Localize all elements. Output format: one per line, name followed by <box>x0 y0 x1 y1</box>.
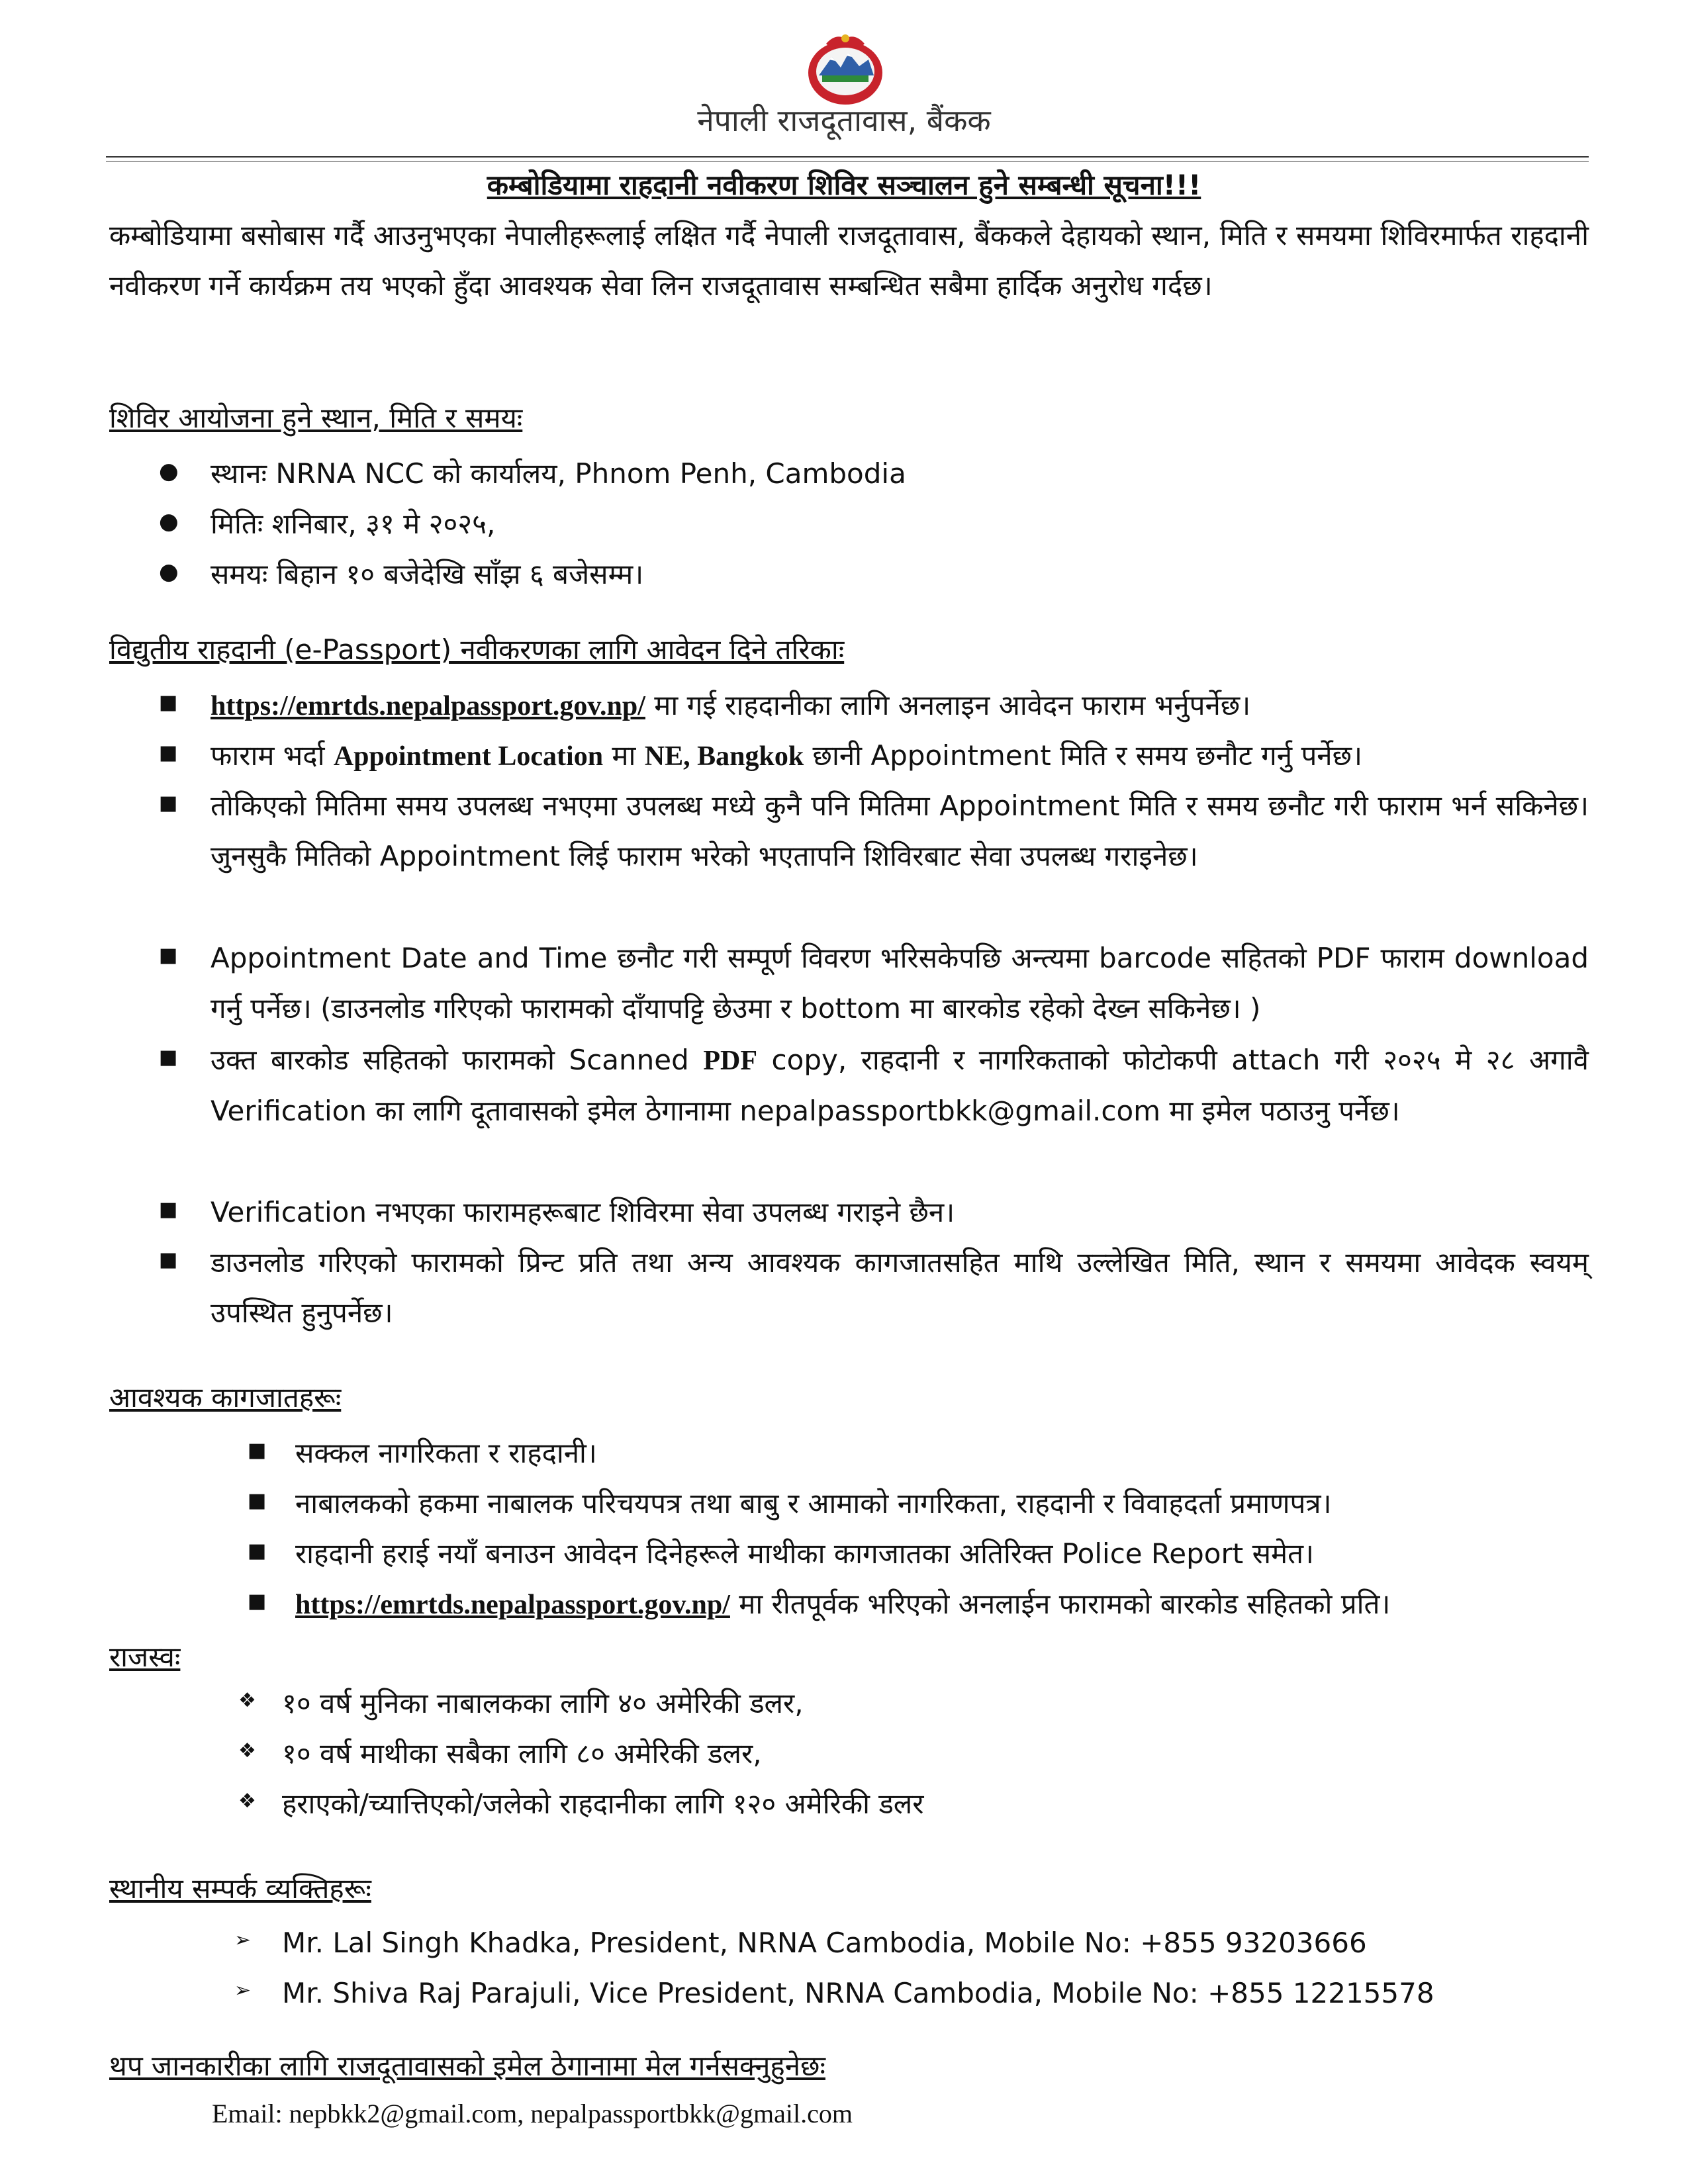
contact-item-2: Mr. Shiva Raj Parajuli, Vice President, NRNA Cambodia, Mobile No: +855 12215578 <box>282 1977 1434 2009</box>
camp-time: समयः बिहान १० बजेदेखि साँझ ६ बजेसम्म। <box>211 558 644 590</box>
apply-item-1: https://emrtds.nepalpassport.gov.np/ मा गई राहदानीका लागि अनलाइन आवेदन फाराम भर्नुपर्नेछ। <box>211 689 1251 721</box>
bullet-square-icon: ■ <box>248 1590 267 1613</box>
apply-item-7: डाउनलोड गरिएको फारामको प्रिन्ट प्रति तथा अन्य आवश्यक कागजातसहित माथि उल्लेखित मिति, स्थान र समयमा आवेदक स्वयम् उपस्थित हुनुपर्नेछ। <box>211 1246 1589 1329</box>
apply-item-3: तोकिएको मितिमा समय उपलब्ध नभएमा उपलब्ध मध्ये कुनै पनि मितिमा Appointment मिति र समय छनौट गरी फाराम भर्न सकिनेछ। जुनसुकै मितिको Appointment लिई फाराम भरेको भएतापनि शिविरबाट सेवा उपलब्ध गराइनेछ। <box>211 790 1589 872</box>
bullet-disc-icon: ● <box>159 458 179 484</box>
contacts-heading: स्थानीय सम्पर्क व्यक्तिहरूः <box>109 1872 371 1905</box>
apply-item-2: फाराम भर्दा Appointment Location मा NE, Bangkok छानी Appointment मिति र समय छनौट गर्नु पर्नेछ। <box>211 739 1362 772</box>
bullet-square-icon: ■ <box>159 792 178 815</box>
bullet-square-icon: ■ <box>159 1248 178 1271</box>
bullet-arrow-icon: ➢ <box>234 1929 252 1952</box>
more-info-heading: थप जानकारीका लागि राजदूतावासको इमेल ठेगानामा मेल गर्नसक्नुहुनेछः <box>109 2050 825 2082</box>
bullet-square-icon: ■ <box>159 741 178 764</box>
intro-paragraph: कम्बोडियामा बसोबास गर्दै आउनुभएका नेपालीहरूलाई लक्षित गर्दै नेपाली राजदूतावास, बैंककले देहायको स्थान, मिति र समयमा शिविरमार्फत राहदानी नवीकरण गर्ने कार्यक्रम तय भएको हुँदा आवश्यक सेवा लिन राजदूतावास सम्बन्धित सबैमा हार्दिक अनुरोध गर्दछ। <box>109 219 1589 302</box>
notice-title: कम्बोडियामा राहदानी नवीकरण शिविर सञ्चालन हुने सम्बन्धी सूचना!!! <box>487 169 1201 201</box>
bullet-square-icon: ■ <box>159 691 178 714</box>
contact-email-line[interactable]: Email: nepbkk2@gmail.com, nepalpassportbkk@gmail.com <box>212 2099 853 2128</box>
bullet-diamond-icon: ❖ <box>238 1739 256 1762</box>
apply-heading: विद्युतीय राहदानी (e-Passport) नवीकरणका लागि आवेदन दिने तरिकाः <box>109 633 845 666</box>
documents-heading: आवश्यक कागजातहरूः <box>109 1381 342 1414</box>
apply-item-4: Appointment Date and Time छनौट गरी सम्पूर्ण विवरण भरिसकेपछि अन्त्यमा barcode सहितको PDF फाराम download गर्नु पर्नेछ। (डाउनलोड गरिएको फारामको दाँयापट्टि छेउमा र bottom मा बारकोड रहेको देख्न सकिनेछ। ) <box>211 942 1589 1024</box>
camp-date: मितिः शनिबार, ३१ मे २०२५, <box>211 508 496 540</box>
apply-item-6: Verification नभएका फारामहरूबाट शिविरमा सेवा उपलब्ध गराइने छैन। <box>211 1196 955 1228</box>
bullet-disc-icon: ● <box>159 559 179 585</box>
apply-item-5: उक्त बारकोड सहितको फारामको Scanned PDF copy, राहदानी र नागरिकताको फोटोकपी attach गरी २०२५ मे २८ अगावै Verification का लागि दूतावासको इमेल ठेगानामा nepalpassportbkk@gmail.com मा इमेल पठाउनु पर्नेछ। <box>211 1044 1589 1127</box>
camp-location: स्थानः NRNA NCC को कार्यालय, Phnom Penh, Cambodia <box>211 457 906 490</box>
fee-item-1: १० वर्ष मुनिका नाबालकका लागि ४० अमेरिकी डलर, <box>282 1687 804 1719</box>
bullet-square-icon: ■ <box>248 1489 267 1512</box>
bullet-arrow-icon: ➢ <box>234 1979 252 2002</box>
fees-heading: राजस्वः <box>109 1641 181 1673</box>
bullet-disc-icon: ● <box>159 508 179 535</box>
document-item-1: सक्कल नागरिकता र राहदानी। <box>295 1437 597 1469</box>
header-rule <box>106 156 1589 158</box>
document-item-4: https://emrtds.nepalpassport.gov.np/ मा रीतपूर्वक भरिएको अनलाईन फारामको बारकोड सहितको प्रति। <box>295 1588 1391 1620</box>
bullet-diamond-icon: ❖ <box>238 1689 256 1712</box>
passport-portal-link[interactable]: https://emrtds.nepalpassport.gov.np/ <box>295 1590 730 1620</box>
bullet-square-icon: ■ <box>159 1046 178 1069</box>
office-name: नेपाली राजदूतावास, बैंकक <box>697 103 991 138</box>
bullet-diamond-icon: ❖ <box>238 1790 256 1813</box>
document-item-3: राहदानी हराई नयाँ बनाउन आवेदन दिनेहरूले माथीका कागजातका अतिरिक्त Police Report समेत। <box>295 1537 1314 1570</box>
fee-item-3: हराएको/च्यात्तिएको/जलेको राहदानीका लागि १२० अमेरिकी डलर <box>282 1788 924 1820</box>
document-item-2: नाबालकको हकमा नाबालक परिचयपत्र तथा बाबु र आमाको नागरिकता, राहदानी र विवाहदर्ता प्रमाणपत्र। <box>295 1487 1332 1520</box>
passport-portal-link[interactable]: https://emrtds.nepalpassport.gov.np/ <box>211 691 645 721</box>
bullet-square-icon: ■ <box>248 1539 267 1563</box>
bullet-square-icon: ■ <box>159 944 178 967</box>
bullet-square-icon: ■ <box>248 1439 267 1462</box>
contact-item-1: Mr. Lal Singh Khadka, President, NRNA Cambodia, Mobile No: +855 93203666 <box>282 1927 1367 1959</box>
fee-item-2: १० वर्ष माथीका सबैका लागि ८० अमेरिकी डलर, <box>282 1737 762 1770</box>
bullet-square-icon: ■ <box>159 1198 178 1221</box>
camp-heading: शिविर आयोजना हुने स्थान, मिति र समयः <box>109 402 523 434</box>
